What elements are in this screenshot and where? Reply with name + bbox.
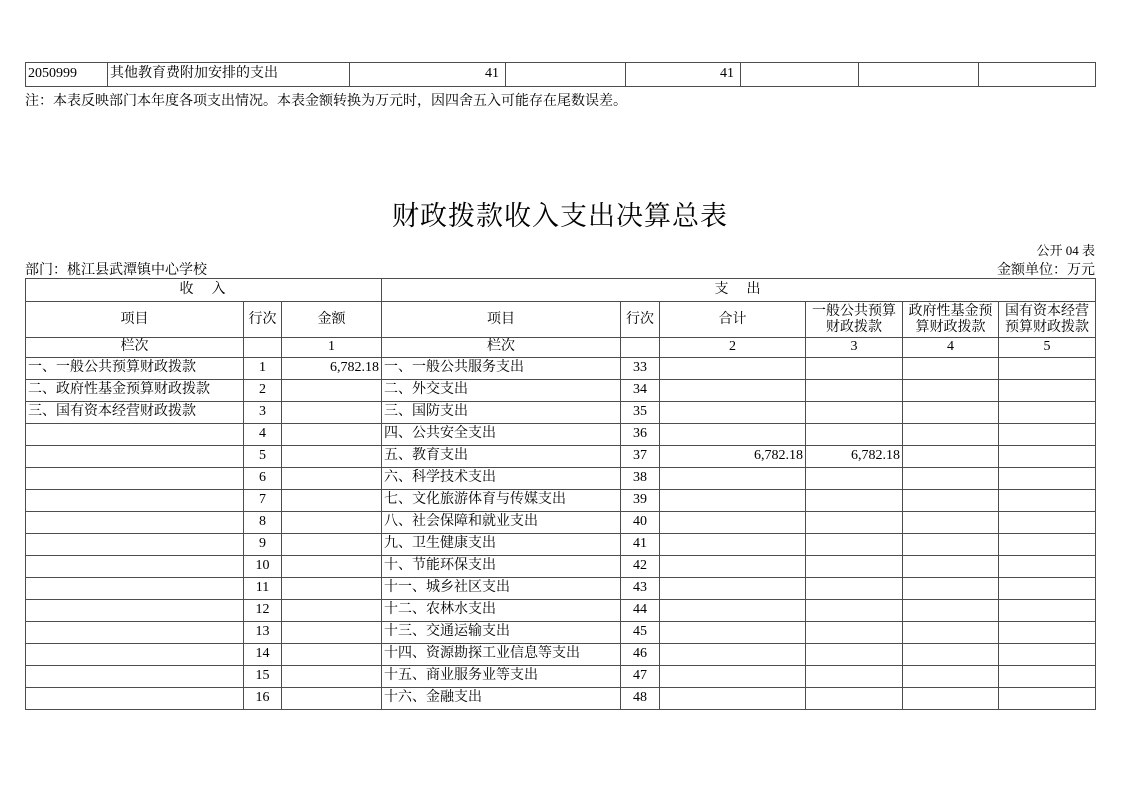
meta-row	[25, 259, 1095, 279]
index-gov-fund: 4	[903, 338, 999, 358]
cell-income-amount	[282, 688, 382, 710]
table-row	[26, 446, 1096, 468]
column-header-row	[26, 302, 1096, 338]
cell-expense-item: 十、节能环保支出	[382, 556, 621, 578]
cell-income-line: 3	[244, 402, 282, 424]
cell-income-item	[26, 622, 244, 644]
cell-gov-fund	[903, 358, 999, 380]
cell-gov-fund	[903, 688, 999, 710]
cell-expense-item: 十六、金融支出	[382, 688, 621, 710]
cell-state-capital	[999, 490, 1096, 512]
index-state-capital: 5	[999, 338, 1096, 358]
header-total: 合计	[660, 302, 806, 338]
cell-expense-item: 六、科学技术支出	[382, 468, 621, 490]
cell-state-capital	[999, 666, 1096, 688]
cell-income-line: 10	[244, 556, 282, 578]
cell-income-item	[26, 644, 244, 666]
cell-expense-line: 41	[621, 534, 660, 556]
table-row	[26, 424, 1096, 446]
cell-expense-item: 五、教育支出	[382, 446, 621, 468]
cell-general-budget	[806, 644, 903, 666]
cell-expense-line: 36	[621, 424, 660, 446]
cell-gov-fund	[903, 644, 999, 666]
cell-state-capital	[999, 556, 1096, 578]
cell-total	[660, 490, 806, 512]
cell-gov-fund	[903, 600, 999, 622]
expense-section-header: 支 出	[382, 279, 1096, 302]
column-index-row	[26, 338, 1096, 358]
table-row	[26, 358, 1096, 380]
public-table-number: 公开 04 表	[1036, 243, 1095, 258]
cell-gov-fund	[903, 534, 999, 556]
index-income-label: 栏次	[26, 338, 244, 358]
cell-gov-fund	[903, 446, 999, 468]
cell-general-budget	[806, 512, 903, 534]
cell-income-amount	[282, 402, 382, 424]
cell-expense-item: 十一、城乡社区支出	[382, 578, 621, 600]
cell-gov-fund	[903, 666, 999, 688]
cell-income-item: 一、一般公共预算财政拨款	[26, 358, 244, 380]
cell-general-budget	[806, 534, 903, 556]
cell-expense-item: 十五、商业服务业等支出	[382, 666, 621, 688]
cell-total	[660, 622, 806, 644]
cell-income-amount	[282, 490, 382, 512]
cell-total	[660, 468, 806, 490]
cell-function-name: 其他教育费附加安排的支出	[108, 63, 350, 87]
cell-expense-line: 43	[621, 578, 660, 600]
header-state-capital: 国有资本经营预算财政拨款	[999, 302, 1096, 338]
header-gov-fund: 政府性基金预算财政拨款	[903, 302, 999, 338]
cell-general-budget	[806, 402, 903, 424]
cell-gov-fund	[903, 578, 999, 600]
cell-total	[660, 380, 806, 402]
cell-income-amount	[282, 622, 382, 644]
cell-expense-line: 35	[621, 402, 660, 424]
cell-state-capital	[999, 402, 1096, 424]
table-row	[26, 512, 1096, 534]
amount-unit-label: 金额单位：万元	[997, 263, 1095, 278]
cell-income-line: 6	[244, 468, 282, 490]
cell-total	[660, 644, 806, 666]
cell-income-amount	[282, 424, 382, 446]
cell-state-capital	[999, 358, 1096, 380]
cell-general-budget	[806, 380, 903, 402]
table-row	[26, 622, 1096, 644]
cell-expense-line: 42	[621, 556, 660, 578]
cell-income-item	[26, 424, 244, 446]
previous-table-fragment	[25, 62, 1096, 87]
table-row	[26, 490, 1096, 512]
cell-income-item	[26, 534, 244, 556]
cell-general-budget	[806, 600, 903, 622]
cell-amount-6	[979, 63, 1096, 87]
table-row	[26, 666, 1096, 688]
cell-gov-fund	[903, 380, 999, 402]
header-income-amount: 金额	[282, 302, 382, 338]
cell-general-budget	[806, 490, 903, 512]
cell-expense-item: 十四、资源勘探工业信息等支出	[382, 644, 621, 666]
index-total: 2	[660, 338, 806, 358]
index-expense-label: 栏次	[382, 338, 621, 358]
cell-state-capital	[999, 622, 1096, 644]
cell-expense-item: 九、卫生健康支出	[382, 534, 621, 556]
cell-expense-line: 47	[621, 666, 660, 688]
cell-state-capital	[999, 688, 1096, 710]
cell-general-budget	[806, 666, 903, 688]
cell-income-item	[26, 688, 244, 710]
table-row	[26, 578, 1096, 600]
cell-state-capital	[999, 380, 1096, 402]
table-row	[26, 688, 1096, 710]
cell-total	[660, 534, 806, 556]
cell-amount-1: 41	[350, 63, 506, 87]
cell-income-line: 14	[244, 644, 282, 666]
table-row	[26, 402, 1096, 424]
cell-state-capital	[999, 534, 1096, 556]
cell-state-capital	[999, 468, 1096, 490]
cell-income-line: 13	[244, 622, 282, 644]
cell-total	[660, 556, 806, 578]
cell-gov-fund	[903, 512, 999, 534]
header-general-budget: 一般公共预算财政拨款	[806, 302, 903, 338]
cell-expense-item: 八、社会保障和就业支出	[382, 512, 621, 534]
table-row	[26, 468, 1096, 490]
index-income-amount: 1	[282, 338, 382, 358]
cell-total: 6,782.18	[660, 446, 806, 468]
table-row	[26, 556, 1096, 578]
cell-income-item	[26, 556, 244, 578]
cell-income-amount	[282, 468, 382, 490]
cell-income-item: 三、国有资本经营财政拨款	[26, 402, 244, 424]
cell-income-amount	[282, 644, 382, 666]
cell-expense-line: 33	[621, 358, 660, 380]
cell-income-amount: 6,782.18	[282, 358, 382, 380]
cell-state-capital	[999, 644, 1096, 666]
cell-income-line: 7	[244, 490, 282, 512]
cell-expense-line: 37	[621, 446, 660, 468]
cell-total	[660, 424, 806, 446]
cell-expense-line: 39	[621, 490, 660, 512]
cell-total	[660, 402, 806, 424]
page-title: 财政拨款收入支出决算总表	[392, 201, 728, 231]
header-expense-line: 行次	[621, 302, 660, 338]
cell-income-amount	[282, 600, 382, 622]
section-header-row	[26, 279, 1096, 302]
cell-gov-fund	[903, 424, 999, 446]
index-general-budget: 3	[806, 338, 903, 358]
cell-total	[660, 600, 806, 622]
cell-expense-item: 二、外交支出	[382, 380, 621, 402]
index-expense-line	[621, 338, 660, 358]
header-income-item: 项目	[26, 302, 244, 338]
cell-income-item: 二、政府性基金预算财政拨款	[26, 380, 244, 402]
cell-expense-line: 38	[621, 468, 660, 490]
cell-expense-line: 46	[621, 644, 660, 666]
cell-amount-4	[741, 63, 859, 87]
cell-expense-line: 48	[621, 688, 660, 710]
cell-income-line: 4	[244, 424, 282, 446]
cell-general-budget	[806, 358, 903, 380]
cell-income-amount	[282, 380, 382, 402]
cell-total	[660, 512, 806, 534]
cell-expense-line: 34	[621, 380, 660, 402]
cell-general-budget	[806, 424, 903, 446]
cell-income-line: 1	[244, 358, 282, 380]
cell-income-line: 15	[244, 666, 282, 688]
cell-amount-2	[506, 63, 626, 87]
index-income-line	[244, 338, 282, 358]
cell-state-capital	[999, 512, 1096, 534]
cell-expense-line: 45	[621, 622, 660, 644]
cell-function-code: 2050999	[26, 63, 108, 87]
cell-expense-line: 44	[621, 600, 660, 622]
cell-amount-5	[859, 63, 979, 87]
main-table	[25, 278, 1096, 710]
cell-gov-fund	[903, 490, 999, 512]
table-row	[26, 644, 1096, 666]
cell-general-budget	[806, 578, 903, 600]
cell-income-item	[26, 446, 244, 468]
cell-total	[660, 578, 806, 600]
cell-income-item	[26, 468, 244, 490]
cell-total	[660, 666, 806, 688]
table-row	[26, 380, 1096, 402]
cell-income-amount	[282, 578, 382, 600]
cell-expense-item: 一、一般公共服务支出	[382, 358, 621, 380]
cell-income-amount	[282, 512, 382, 534]
table-note: 注：本表反映部门本年度各项支出情况。本表金额转换为万元时，因四舍五入可能存在尾数误差。	[25, 94, 627, 109]
table-row	[26, 600, 1096, 622]
cell-income-item	[26, 600, 244, 622]
table-row	[26, 534, 1096, 556]
cell-general-budget	[806, 556, 903, 578]
header-income-line: 行次	[244, 302, 282, 338]
cell-income-line: 9	[244, 534, 282, 556]
cell-income-item	[26, 490, 244, 512]
cell-state-capital	[999, 600, 1096, 622]
cell-income-line: 16	[244, 688, 282, 710]
cell-income-item	[26, 512, 244, 534]
cell-income-amount	[282, 446, 382, 468]
cell-state-capital	[999, 424, 1096, 446]
cell-income-line: 2	[244, 380, 282, 402]
cell-gov-fund	[903, 468, 999, 490]
cell-income-line: 5	[244, 446, 282, 468]
cell-income-item	[26, 578, 244, 600]
table-row	[26, 63, 1096, 87]
income-section-header: 收 入	[26, 279, 382, 302]
cell-income-amount	[282, 556, 382, 578]
cell-expense-item: 七、文化旅游体育与传媒支出	[382, 490, 621, 512]
cell-general-budget	[806, 468, 903, 490]
cell-expense-item: 十三、交通运输支出	[382, 622, 621, 644]
cell-gov-fund	[903, 402, 999, 424]
cell-general-budget: 6,782.18	[806, 446, 903, 468]
cell-gov-fund	[903, 556, 999, 578]
header-expense-item: 项目	[382, 302, 621, 338]
cell-income-line: 8	[244, 512, 282, 534]
cell-total	[660, 688, 806, 710]
cell-income-item	[26, 666, 244, 688]
cell-state-capital	[999, 578, 1096, 600]
cell-income-line: 11	[244, 578, 282, 600]
cell-income-amount	[282, 534, 382, 556]
cell-expense-item: 三、国防支出	[382, 402, 621, 424]
cell-general-budget	[806, 688, 903, 710]
cell-income-line: 12	[244, 600, 282, 622]
cell-total	[660, 358, 806, 380]
cell-general-budget	[806, 622, 903, 644]
cell-expense-item: 十二、农林水支出	[382, 600, 621, 622]
cell-expense-item: 四、公共安全支出	[382, 424, 621, 446]
cell-amount-3: 41	[626, 63, 741, 87]
department-label: 部门：桃江县武潭镇中心学校	[25, 263, 207, 278]
main-table-body	[26, 279, 1096, 710]
cell-expense-line: 40	[621, 512, 660, 534]
cell-state-capital	[999, 446, 1096, 468]
cell-income-amount	[282, 666, 382, 688]
cell-gov-fund	[903, 622, 999, 644]
